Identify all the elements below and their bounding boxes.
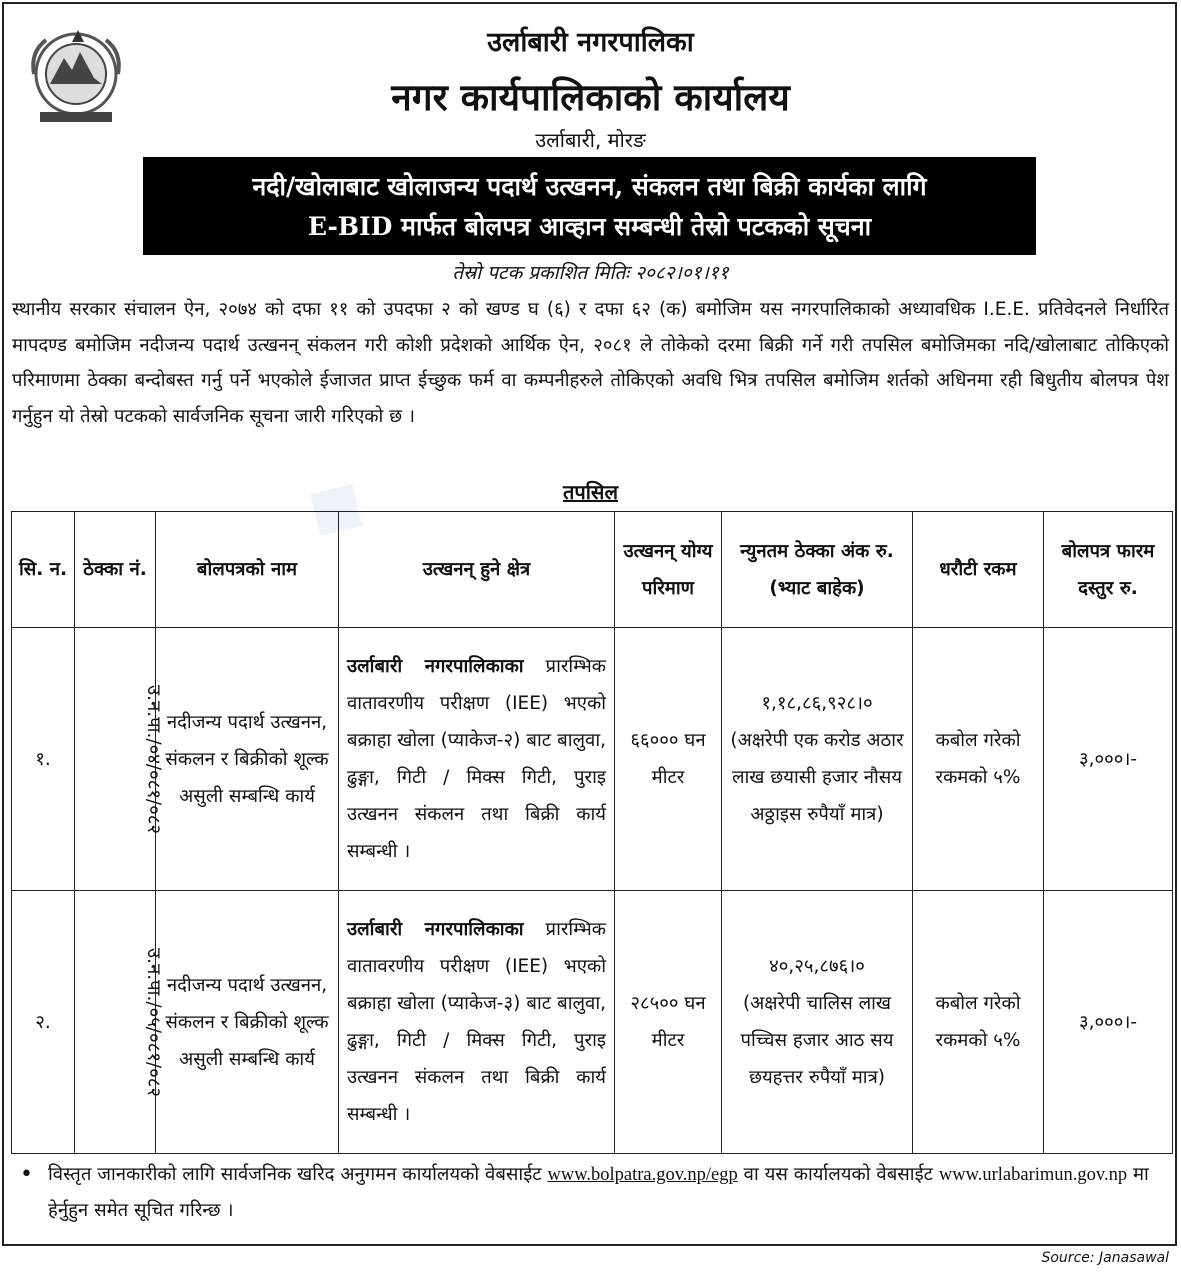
row-contract-no-cell: [75, 628, 165, 891]
row-min-amount-words: (अक्षरेपी चालिस लाख पच्चिस हजार आठ सय छयहत्तर रुपैयाँ मात्र): [740, 993, 894, 1088]
schedule-table: [11, 511, 1173, 1154]
source-credit: Source: Janasawal: [1041, 1250, 1169, 1266]
col-min-amount: न्युनतम ठेक्का अंक रु. (भ्याट बाहेक): [722, 512, 913, 628]
row-form-fee: ३,०००।-: [1044, 891, 1173, 1154]
table-row: [12, 628, 1173, 891]
office-title: नगर कार्यपालिकाको कार्यालय: [391, 76, 790, 119]
bullet-icon: •: [20, 1162, 33, 1187]
row-bid-name: नदीजन्य पदार्थ उत्खनन, संकलन र बिक्रीको शूल्क असुली सम्बन्धि कार्य: [156, 891, 339, 1154]
footer-text-middle: वा यस कार्यालयको वेबसाईट: [743, 1164, 933, 1185]
notice-title-banner: [143, 157, 1036, 255]
row-area-body: प्रारम्भिक वातावरणीय परीक्षण (IEE) भएको बक्राहा खोला (प्याकेज-३) बाट बालुवा, ढुङ्गा, गिटी / मिक्स गिटी, पुराइ उत्खनन संकलन तथा बिक्री कार्य सम्बन्धी ।: [347, 919, 606, 1125]
row-area-body: प्रारम्भिक वातावरणीय परीक्षण (IEE) भएको बक्राहा खोला (प्याकेज-२) बाट बालुवा, ढुङ्गा, गिटी / मिक्स गिटी, पुराइ उत्खनन संकलन तथा बिक्री कार्य सम्बन्धी ।: [347, 656, 606, 862]
table-row: [12, 891, 1173, 1154]
row-min-amount-words: (अक्षरेपी एक करोड अठार लाख छयासी हजार नौसय अठ्ठाइस रुपैयाँ मात्र): [730, 730, 904, 825]
row-area-head: उर्लाबारी नगरपालिकाका: [347, 656, 524, 677]
row-area-cell: [339, 891, 615, 1154]
col-serial: सि. न.: [12, 512, 75, 628]
row-quantity: २८५०० घन मीटर: [615, 891, 722, 1154]
col-bid-name: बोलपत्रको नाम: [156, 512, 339, 628]
office-name: उर्लाबारी नगरपालिका: [487, 27, 694, 58]
row-quantity: ६६००० घन मीटर: [615, 628, 722, 891]
watermark: ◆: [275, 455, 387, 558]
row-area-cell: [339, 628, 615, 891]
footer-text-before: विस्तृत जानकारीको लागि सार्वजनिक खरिद अनुगमन कार्यालयको वेबसाईट: [48, 1164, 542, 1185]
row-min-amount-cell: [722, 891, 913, 1154]
intro-paragraph: स्थानीय सरकार संचालन ऐन, २०७४ को दफा ११ को उपदफा २ को खण्ड घ (६) र दफा ६२ (क) बमोजिम यस नगरपालिकाको अध्यावधिक I.E.E. प्रतिवेदनले निर्धारित मापदण्ड बमोजिम नदीजन्य पदार्थ उत्खनन् संकलन गरी कोशी प्रदेशको आर्थिक ऐन, २०८१ ले तोकेको दरमा बिक्री गर्ने गरी तपसिल बमोजिमका नदि/खोलाबाट तोकिएको परिमाणमा ठेक्का बन्दोबस्त गर्नु पर्ने भएकोले ईजाजत प्राप्त ईच्छुक फर्म वा कम्पनीहरुले तोकिएको अवधि भित्र तपसिल बमोजिम शर्तको अधिनमा रही बिधुतीय बोलपत्र पेश गर्नुहुन यो तेस्रो पटकको सार्वजनिक सूचना जारी गरिएको छ ।: [12, 299, 1169, 427]
schedule-heading: तपसिल: [562, 480, 619, 504]
municipality-site-link[interactable]: www.urlabarimun.gov.np: [938, 1165, 1128, 1185]
egp-link[interactable]: www.bolpatra.gov.np/egp: [547, 1165, 738, 1185]
row-min-amount: ४०,२५,८७६।०: [769, 956, 865, 977]
footer-text-after: मा हेर्नुहुन समेत सूचित गरिन्छ ।: [48, 1164, 1149, 1221]
col-area: उत्खनन् हुने क्षेत्र: [339, 512, 615, 628]
table-header-row: [12, 512, 1173, 628]
col-form-fee: बोलपत्र फारम दस्तुर रु.: [1044, 512, 1173, 628]
row-contract-no: उ.न.पा./०४/०८१/०८२: [143, 684, 165, 834]
row-deposit: कबोल गरेको रकमको ५%: [913, 891, 1044, 1154]
col-deposit: धरौटी रकम: [913, 512, 1044, 628]
col-quantity: उत्खनन् योग्य परिमाण: [615, 512, 722, 628]
row-serial: २.: [12, 891, 75, 1154]
row-min-amount-cell: [722, 628, 913, 891]
row-form-fee: ३,०००।-: [1044, 628, 1173, 891]
footer-note: [48, 1157, 1173, 1229]
notice-title-line-1: नदी/खोलाबाट खोलाजन्य पदार्थ उत्खनन, संकलन तथा बिक्री कार्यका लागि: [252, 172, 927, 201]
notice-title-line-2: E-BID मार्फत बोलपत्र आव्हान सम्बन्धी तेस्रो पटकको सूचना: [307, 212, 872, 241]
row-serial: १.: [12, 628, 75, 891]
row-contract-no-cell: [75, 891, 165, 1154]
row-bid-name: नदीजन्य पदार्थ उत्खनन, संकलन र बिक्रीको शूल्क असुली सम्बन्धि कार्य: [156, 628, 339, 891]
office-location: उर्लाबारी, मोरङ: [535, 128, 646, 152]
row-contract-no: उ.न.पा./०५/०८१/०८२: [143, 947, 165, 1097]
row-deposit: कबोल गरेको रकमको ५%: [913, 628, 1044, 891]
published-date: तेस्रो पटक प्रकाशित मितिः २०८२।०१।११: [452, 262, 729, 284]
row-min-amount: १,१८,८६,९२८।०: [761, 693, 873, 714]
col-contract-no: ठेक्का नं.: [75, 512, 156, 628]
row-area-head: उर्लाबारी नगरपालिकाका: [347, 919, 524, 940]
